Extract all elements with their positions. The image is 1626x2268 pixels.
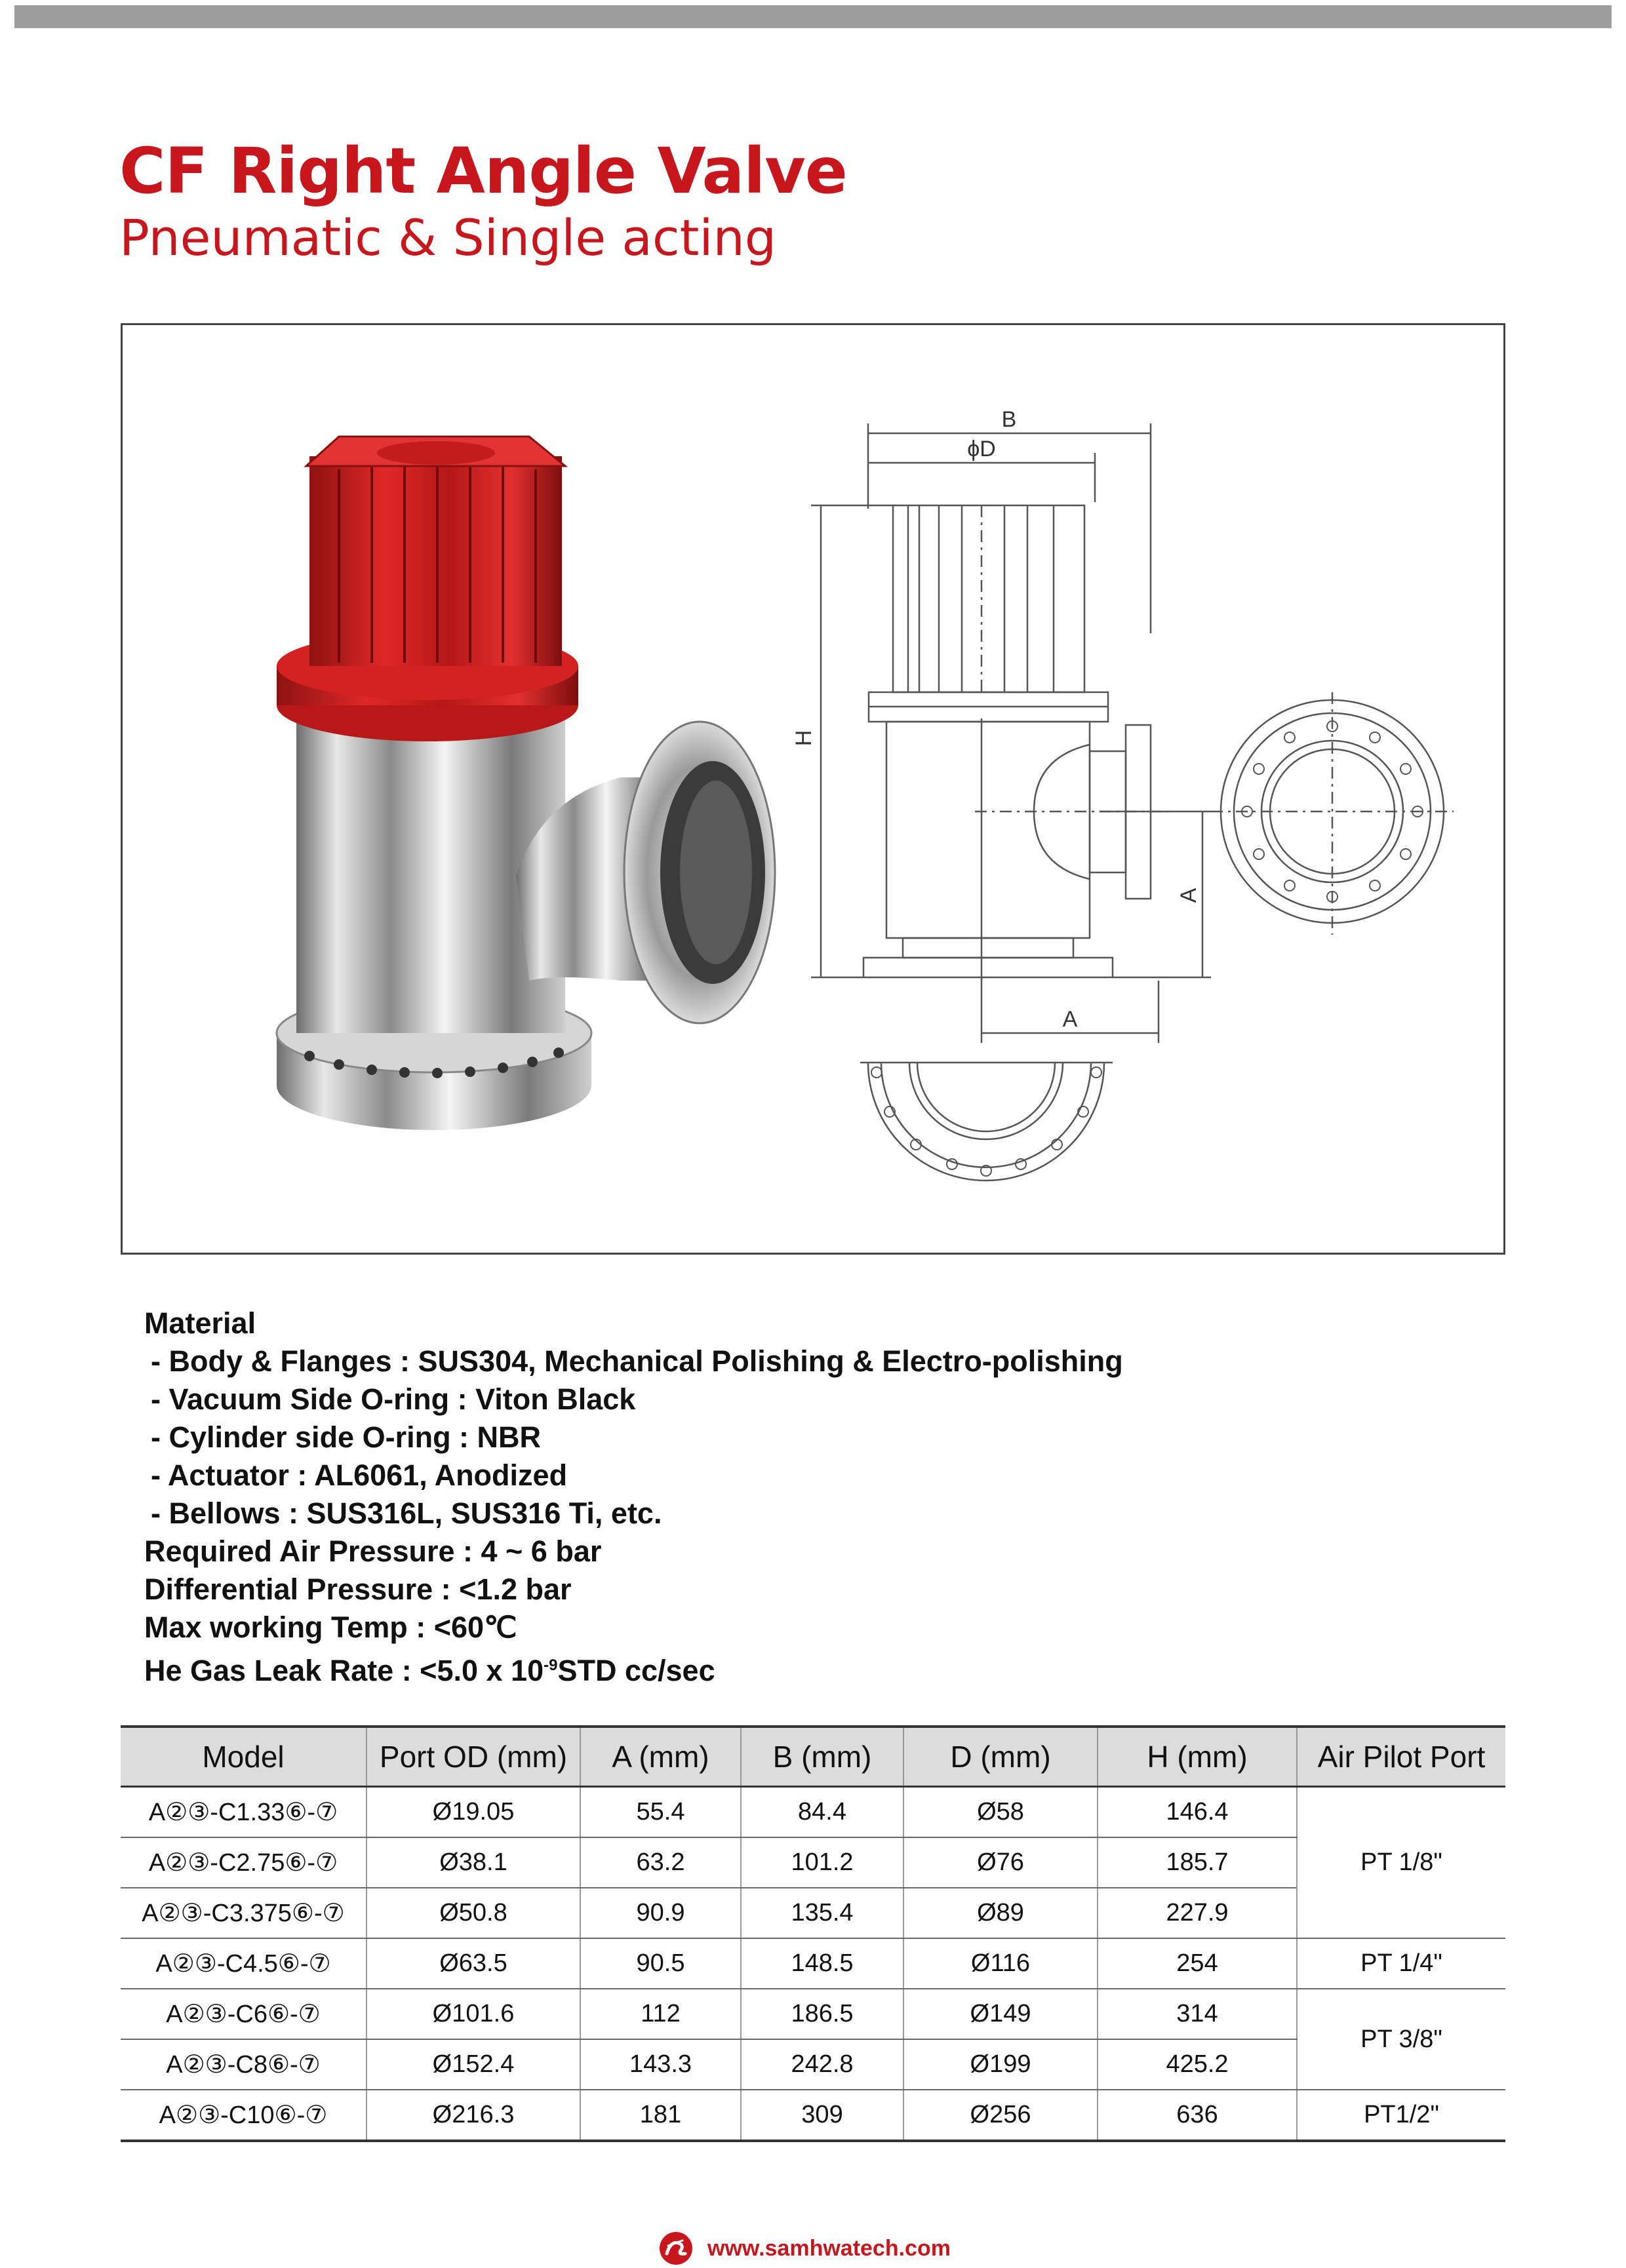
cell-d: Ø256: [903, 2090, 1098, 2141]
cell-air-pilot: PT 1/4": [1297, 1938, 1505, 1989]
cell-d: Ø199: [903, 2039, 1098, 2090]
cell-model: A②③-C10⑥-⑦: [121, 2090, 367, 2141]
cell-air-pilot: PT 1/8": [1297, 1787, 1505, 1939]
cell-a: 90.5: [580, 1938, 741, 1989]
cell-h: 146.4: [1098, 1787, 1297, 1838]
column-header: H (mm): [1098, 1727, 1297, 1787]
top-bar: [14, 5, 1612, 28]
cell-b: 84.4: [741, 1787, 903, 1838]
label-h: H: [791, 730, 816, 747]
cell-port-od: Ø38.1: [367, 1837, 580, 1888]
cell-d: Ø76: [903, 1837, 1098, 1888]
cell-d: Ø149: [903, 1989, 1098, 2039]
cell-port-od: Ø216.3: [367, 2090, 580, 2141]
spec-leak-rate: [144, 1647, 1123, 1690]
column-header: Air Pilot Port: [1297, 1727, 1505, 1787]
leak-rate-suffix: STD cc/sec: [557, 1654, 715, 1687]
cell-d: Ø89: [903, 1888, 1098, 1938]
column-header: B (mm): [741, 1727, 903, 1787]
cell-b: 186.5: [741, 1989, 903, 2039]
cell-model: A②③-C1.33⑥-⑦: [121, 1787, 367, 1838]
cell-a: 63.2: [580, 1837, 741, 1888]
valve-photo: [277, 437, 775, 1130]
label-b: B: [1001, 407, 1017, 432]
spec-item-bellows: - Bellows : SUS316L, SUS316 Ti, etc.: [151, 1496, 662, 1530]
cell-b: 309: [741, 2090, 903, 2141]
spec-heading: Material: [144, 1306, 256, 1340]
cell-b: 242.8: [741, 2039, 903, 2090]
samhwa-logo-icon: [659, 2231, 693, 2265]
leak-rate-prefix: He Gas Leak Rate : <5.0 x 10: [144, 1654, 544, 1687]
spec-differential-pressure: Differential Pressure : <1.2 bar: [144, 1573, 572, 1606]
cell-port-od: Ø63.5: [367, 1938, 580, 1989]
cell-h: 425.2: [1098, 2039, 1297, 2090]
label-d: ϕD: [967, 437, 996, 461]
technical-drawing: [811, 423, 1454, 1181]
cell-b: 135.4: [741, 1888, 903, 1938]
spec-item-vacuum-oring: - Vacuum Side O-ring : Viton Black: [151, 1382, 636, 1416]
label-a-vertical: A: [1176, 888, 1201, 903]
page-subtitle: Pneumatic & Single acting: [119, 208, 776, 267]
cell-h: 636: [1098, 2090, 1297, 2141]
website-link[interactable]: www.samhwatech.com: [707, 2235, 951, 2261]
column-header: Port OD (mm): [367, 1727, 580, 1787]
cell-h: 254: [1098, 1938, 1297, 1989]
spec-max-temp: Max working Temp : <60℃: [144, 1611, 517, 1644]
cell-a: 55.4: [580, 1787, 741, 1838]
cell-model: A②③-C4.5⑥-⑦: [121, 1938, 367, 1989]
table-row: [121, 1938, 1505, 1989]
cell-port-od: Ø101.6: [367, 1989, 580, 2039]
column-header: D (mm): [903, 1727, 1098, 1787]
cell-d: Ø58: [903, 1787, 1098, 1838]
cell-h: 314: [1098, 1989, 1297, 2039]
cell-model: A②③-C6⑥-⑦: [121, 1989, 367, 2039]
cell-model: A②③-C2.75⑥-⑦: [121, 1837, 367, 1888]
cell-h: 227.9: [1098, 1888, 1297, 1938]
product-illustration: [123, 325, 1503, 1253]
column-header: A (mm): [580, 1727, 741, 1787]
cell-d: Ø116: [903, 1938, 1098, 1989]
specifications: [144, 1304, 1123, 1690]
cell-air-pilot: PT 3/8": [1297, 1989, 1505, 2090]
cell-port-od: Ø152.4: [367, 2039, 580, 2090]
cell-air-pilot: PT1/2": [1297, 2090, 1505, 2141]
table-row: [121, 1989, 1505, 2039]
product-figure: [121, 323, 1505, 1255]
spec-item-body: - Body & Flanges : SUS304, Mechanical Polishing & Electro-polishing: [151, 1344, 1123, 1378]
cell-a: 112: [580, 1989, 741, 2039]
spec-item-cylinder-oring: - Cylinder side O-ring : NBR: [151, 1420, 542, 1454]
leak-rate-exponent: -9: [544, 1656, 558, 1674]
spec-item-actuator: - Actuator : AL6061, Anodized: [151, 1458, 568, 1492]
cell-h: 185.7: [1098, 1837, 1297, 1888]
label-a-horizontal: A: [1062, 1007, 1078, 1032]
cell-model: A②③-C3.375⑥-⑦: [121, 1888, 367, 1938]
cell-a: 143.3: [580, 2039, 741, 2090]
cell-a: 90.9: [580, 1888, 741, 1938]
cell-model: A②③-C8⑥-⑦: [121, 2039, 367, 2090]
cell-a: 181: [580, 2090, 741, 2141]
footer: [659, 2229, 951, 2268]
cell-b: 148.5: [741, 1938, 903, 1989]
table-header-row: [121, 1727, 1505, 1787]
cell-b: 101.2: [741, 1837, 903, 1888]
cell-port-od: Ø19.05: [367, 1787, 580, 1838]
page-title: CF Right Angle Valve: [119, 134, 847, 208]
dimension-table: [121, 1725, 1505, 2142]
table-row: [121, 2090, 1505, 2141]
table-row: [121, 1787, 1505, 1838]
cell-port-od: Ø50.8: [367, 1888, 580, 1938]
column-header: Model: [121, 1727, 367, 1787]
spec-air-pressure: Required Air Pressure : 4 ~ 6 bar: [144, 1535, 602, 1568]
